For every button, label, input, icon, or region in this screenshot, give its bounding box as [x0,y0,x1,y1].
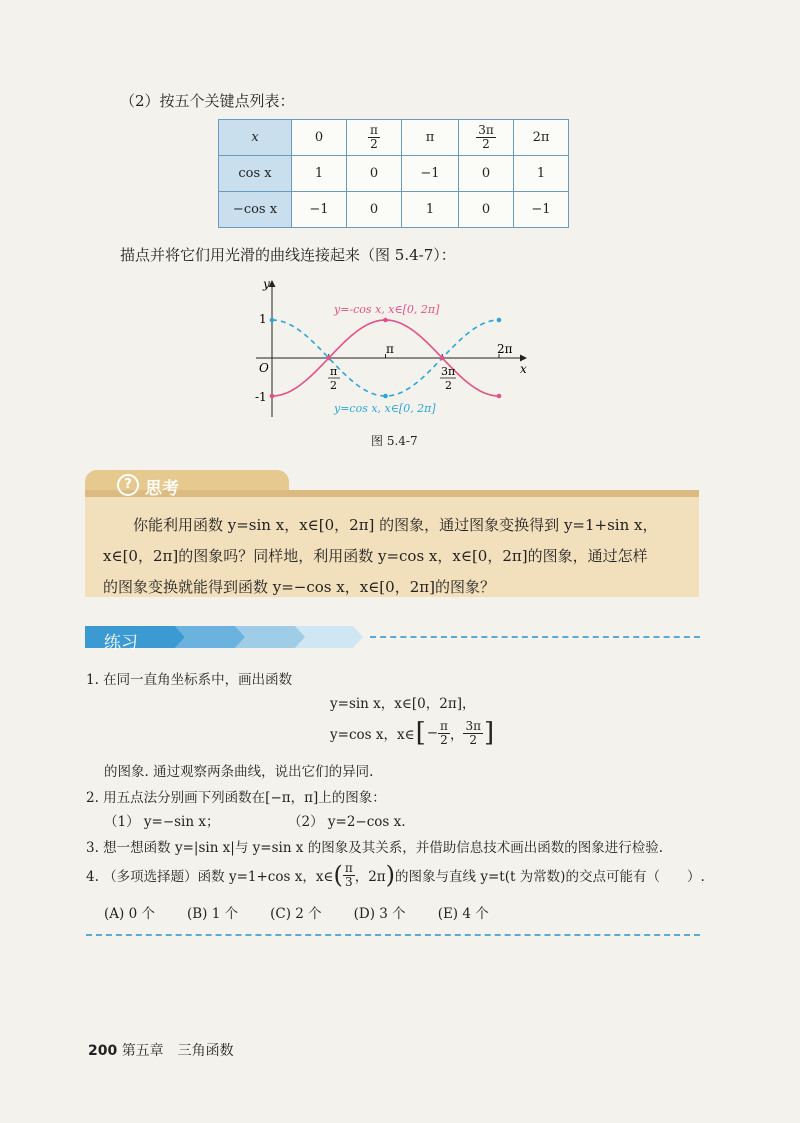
think-title: 思考 [145,479,179,499]
table-cell: 0 [459,156,514,192]
table-row [219,156,569,192]
neg-cos-point [497,394,502,399]
cos-label: y=cos x, x∈[0, 2π] [334,402,436,415]
key-points-table [218,119,569,228]
chapter-title: 第五章 三角函数 [121,1043,234,1059]
table-cell: 0 [459,192,514,228]
figure-label: 图 5.4-7 [371,434,418,448]
neg-cos-point [440,356,445,361]
page-number: 200 [88,1043,118,1059]
think-line: 的图象变换就能得到函数 y=−cos x，x∈[0，2π]的图象？ [103,578,495,596]
exercise-q3: 3. 想一想函数 y=|sin x|与 y=sin x 的图象及其关系，并借助信息技术画出函数的图象进行检验. [86,840,663,856]
exercise-q2: 2. 用五点法分别画下列函数在[−π，π]上的图象： [86,790,386,806]
ytick-1-label: 1 [259,312,267,326]
table-cell: cos x [219,156,292,192]
tick-pi2-den: 2 [330,379,337,392]
cos-point [383,394,388,399]
neg-cos-point [383,318,388,323]
exercise-q1-formula1: y=sin x，x∈[0，2π]， [330,696,476,712]
section-intro: （2）按五个关键点列表： [120,92,295,110]
tick-2pi-label: 2π [497,342,513,356]
table-cell: 0 [347,156,402,192]
option-e: (E) 4 个 [437,906,489,922]
x-axis-label: x [520,362,527,376]
table-cell: π [402,120,459,156]
tick-pi-label: π [386,342,394,356]
table-cell: −1 [514,192,569,228]
table-cell: −cos x [219,192,292,228]
exercise-q1: 1. 在同一直角坐标系中，画出函数 [86,672,293,688]
table-cell: −1 [402,156,459,192]
exercise-q4-options [104,902,489,922]
exercise-q1-tail: 的图象. 通过观察两条曲线，说出它们的异同. [104,764,374,780]
exercise-q2-b: （2） y=2−cos x. [288,814,406,830]
table-cell: 0 [292,120,347,156]
table-cell: 0 [347,192,402,228]
option-c: (C) 2 个 [270,906,322,922]
cos-point [270,318,275,323]
exercise-title: 练习 [104,633,138,653]
think-line: 你能利用函数 y=sin x，x∈[0，2π] 的图象，通过图象变换得到 y=1+sin x， [133,516,658,534]
y-axis-label: y [263,277,270,291]
option-a: (A) 0 个 [104,906,155,922]
exercise-q2-a: （1） y=−sin x； [104,814,220,830]
tick-3pi2-den: 2 [445,379,452,392]
tick-3pi2-num: 3π [441,365,456,378]
cos-graph [250,275,550,425]
dashed-divider-bottom [86,934,700,936]
option-d: (D) 3 个 [353,906,406,922]
think-line: x∈[0，2π]的图象吗？同样地，利用函数 y=cos x，x∈[0，2π]的图象，通过怎样 [103,547,648,565]
figure-caption-line: 描点并将它们用光滑的曲线连接起来（图 5.4-7）： [120,246,456,264]
option-b: (B) 1 个 [186,906,239,922]
table-row [219,192,569,228]
neg-cos-label: y=-cos x, x∈[0, 2π] [334,303,440,316]
exercise-q1-formula2: y=cos x，x∈ [ − $\frac{\pi}{2}$ ， $\frac{3\pi}{2}$ ] [330,718,495,749]
neg-cos-point [270,394,275,399]
table-cell: 2π [514,120,569,156]
table-cell: 1 [292,156,347,192]
table-cell: $\frac{\pi}{2}$ [347,120,402,156]
think-text [103,510,693,603]
tick-pi2-num: π [330,365,338,378]
table-cell: 1 [402,192,459,228]
neg-cos-point [326,356,331,361]
ytick-m1-label: -1 [255,390,267,404]
origin-label: O [259,361,269,375]
exercise-q4: 4. （多项选择题）函数 y=1+cos x，x∈ ( $\frac{\pi}{3}$ ，2π ) 的图象与直线 y=t(t 为常数)的交点可能有（ ）. [86,861,705,890]
dashed-divider [370,636,700,638]
table-row [219,120,569,156]
cos-point [497,318,502,323]
table-cell: −1 [292,192,347,228]
table-cell: 1 [514,156,569,192]
page-footer [88,1040,234,1060]
table-cell: $\frac{3\pi}{2}$ [459,120,514,156]
table-cell: x [219,120,292,156]
question-icon: ? [117,474,139,496]
